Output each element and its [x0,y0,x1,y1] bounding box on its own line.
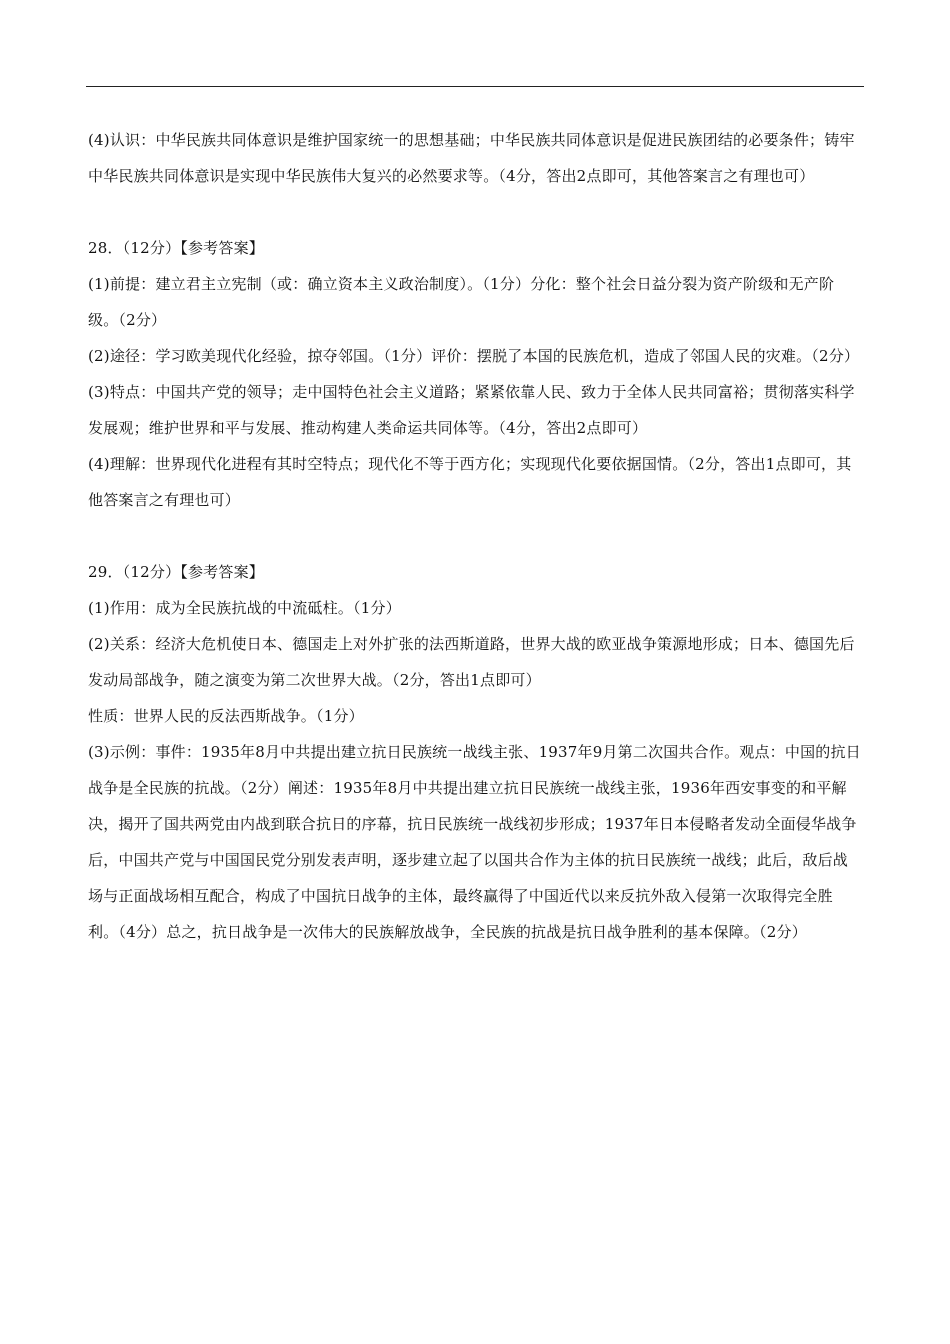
header-rule [86,86,864,87]
q29-part1-answer: (1)作用：成为全民族抗战的中流砥柱。（1分） [88,599,401,617]
question-28-section [88,230,862,518]
spacer [88,518,862,554]
q29-part3-answer: (3)示例：事件：1935年8月中共提出建立抗日民族统一战线主张、1937年9月第二次国共合作。观点：中国的抗日战争是全民族的抗战。（2分）阐述：1935年8月中共提出建立抗日民族统一战线主张，1936年西安事变的和平解决，揭开了国共两党由内战到联合抗日的序幕，抗日民族统一战线初步形成；1937年日本侵略者发动全面侵华战争后，中国共产党与中国国民党分别发表声明，逐步建立起了以国共合作为主体的抗日民族统一战线；此后，敌后战场与正面战场相互配合，构成了中国抗日战争的主体，最终赢得了中国近代以来反抗外敌入侵第一次取得完全胜利。（4分）总之，抗日战争是一次伟大的民族解放战争，全民族的抗战是抗日战争胜利的基本保障。（2分） [88,743,861,941]
q29-part2-nature: 性质：世界人民的反法西斯战争。（1分） [88,707,364,725]
q27-part4-answer: (4)认识：中华民族共同体意识是维护国家统一的思想基础；中华民族共同体意识是促进民族团结的必要条件；铸牢中华民族共同体意识是实现中华民族伟大复兴的必然要求等。（4分，答出2点即可，其他答案言之有理也可） [88,131,855,185]
spacer [88,194,862,230]
q28-part1-answer: (1)前提：建立君主立宪制（或：确立资本主义政治制度）。（1分）分化：整个社会日益分裂为资产阶级和无产阶级。（2分） [88,275,835,329]
question-29-section [88,554,862,950]
q28-part2-answer: (2)途径：学习欧美现代化经验，掠夺邻国。（1分）评价：摆脱了本国的民族危机，造成了邻国人民的灾难。（2分） [88,347,860,365]
q29-part2-answer: (2)关系：经济大危机使日本、德国走上对外扩张的法西斯道路，世界大战的欧亚战争策源地形成；日本、德国先后发动局部战争，随之演变为第二次世界大战。（2分，答出1点即可） [88,635,855,689]
q28-heading: 28．（12分）【参考答案】 [88,239,264,257]
q28-part3-answer: (3)特点：中国共产党的领导；走中国特色社会主义道路；紧紧依靠人民、致力于全体人民共同富裕；贯彻落实科学发展观；维护世界和平与发展、推动构建人类命运共同体等。（4分，答出2点即可） [88,383,855,437]
q29-heading: 29．（12分）【参考答案】 [88,563,264,581]
q28-part4-answer: (4)理解：世界现代化进程有其时空特点；现代化不等于西方化；实现现代化要依据国情。（2分，答出1点即可，其他答案言之有理也可） [88,455,852,509]
answer-content [88,122,862,950]
